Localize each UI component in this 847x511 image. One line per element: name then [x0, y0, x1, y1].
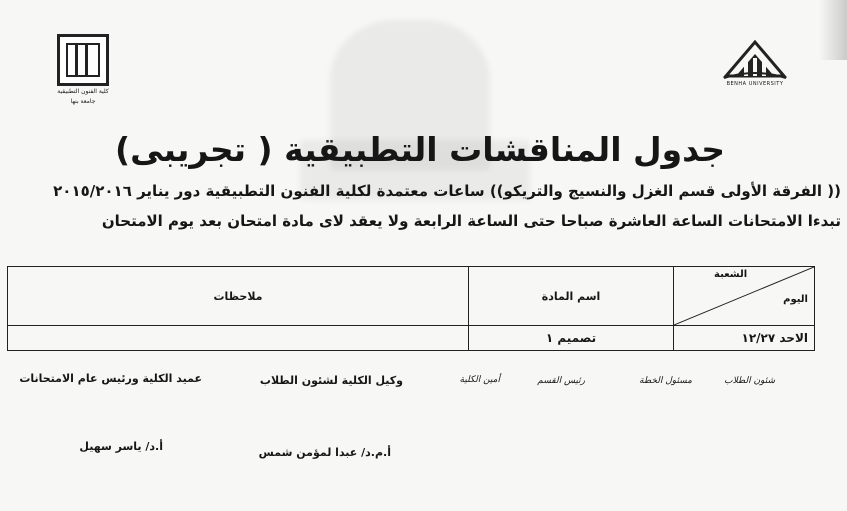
university-logo	[722, 36, 788, 88]
cell-day: الاحد ١٢/٢٧	[674, 326, 815, 351]
table-row	[8, 326, 815, 351]
header-notes: ملاحظات	[8, 267, 469, 326]
university-logo-caption: BENHA UNIVERSITY	[726, 81, 784, 87]
table-header-row	[8, 267, 815, 326]
sig-plan-officer: مسئول الخطة	[639, 376, 692, 386]
sig-student-affairs: شئون الطلاب	[724, 376, 775, 386]
scan-shadow	[819, 0, 847, 60]
faculty-logo-caption-1: كلية الفنون التطبيقية	[57, 88, 109, 95]
header-day: اليوم	[783, 294, 808, 305]
faculty-logo-mark	[57, 34, 109, 86]
sig-college-secretary: أمين الكلية	[459, 375, 500, 385]
schedule-table	[7, 266, 815, 351]
sig-dean-title: عميد الكلية ورئيس عام الامتحانات	[19, 372, 202, 385]
subtitle-exam-hours: تبدءا الامتحانات الساعة العاشرة صباحا حتى الساعة الرابعة ولا يعقد لاى مادة امتحان بعد يوم الامتحان	[101, 212, 841, 230]
day-section-header	[674, 267, 815, 326]
university-logo-mark	[722, 36, 788, 82]
header-section: الشعبة	[714, 269, 748, 280]
subtitle-program: (( الفرقة الأولى قسم الغزل والنسيج والتريكو)) ساعات معتمدة لكلية الفنون التطبيقية دور يناير ٢٠١٥/٢٠١٦	[53, 182, 841, 200]
faculty-logo-caption-2: جامعة بنها	[70, 98, 96, 105]
cell-notes	[8, 326, 469, 351]
sig-dean-name: أ.د/ ياسر سهيل	[79, 440, 163, 453]
cell-subject: تصميم ١	[469, 326, 674, 351]
sig-dept-head: رئيس القسم	[537, 376, 585, 386]
page-title: جدول المناقشات التطبيقية ( تجريبى)	[115, 130, 725, 169]
sig-vice-dean-name: أ.م.د/ عبدا لمؤمن شمس	[258, 446, 391, 459]
header-subject: اسم المادة	[469, 267, 674, 326]
sig-vice-dean-title: وكيل الكلية لشئون الطلاب	[259, 374, 403, 387]
faculty-logo	[46, 34, 120, 106]
